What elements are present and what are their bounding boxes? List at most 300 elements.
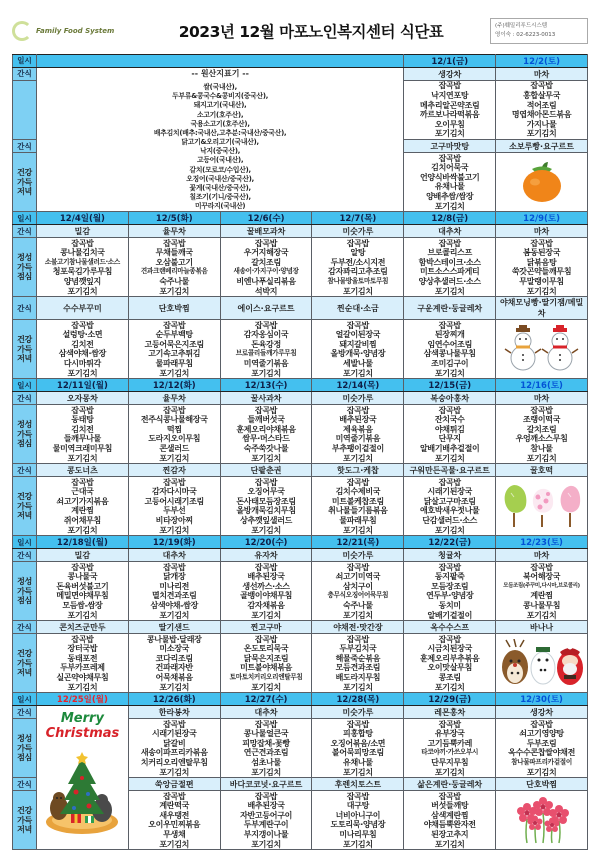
origin-notice-line: 갈치(모로코/수입산), [189,165,251,174]
origin-notice-line: 배추김치(배추:국내산,고추분:국내산/중국산), [153,128,287,137]
snack-pm-cell: 후렌치토스트 [312,778,404,791]
menu-item: 김치어묵국 [431,163,469,173]
row-label-snack: 간식 [13,297,37,320]
menu-item: 계란떡국 [159,801,190,811]
persimmon-icon [496,153,588,212]
menu-item: 계란찜 [530,591,553,601]
menu-item: 포기김치 [343,610,373,620]
menu-item: 포기김치 [251,767,281,777]
menu-item: 너비아니구이 [335,810,381,820]
snack-pm-cell: 구워만든곡물·요구르트 [404,464,496,477]
meal-plan-table [12,54,588,850]
menu-item: 홍합살무국 [523,90,561,100]
menu-item: 제육볶음 [343,424,373,434]
menu-item: 물파래무침 [339,516,377,525]
row-label-lunch [13,238,37,297]
origin-notice-line: 오징어(국내산/중국산), [186,174,255,183]
menu-item: 미역줄기볶음 [335,434,381,444]
row-label-date: 일시 [13,212,37,225]
menu-item: 가득 [17,586,32,596]
snack-pm-cell: 바다코코넛·요구르트 [220,778,312,791]
menu-item: 잡곡밥 [163,238,186,248]
company-contact-box [490,18,588,45]
menu-item: 된장찌개 [434,330,465,340]
menu-item: 포기김치 [343,286,373,296]
snack-pm-cell: 야채전·맛간장 [312,621,404,634]
row-label-snack: 간식 [13,621,37,634]
menu-item: 잡곡밥 [530,81,553,91]
menu-item: 순두부백탕 [155,330,193,340]
menu-item: 포기김치 [526,286,557,296]
snack-am-cell: 마차 [496,549,588,562]
menu-item: 잔치국수 [434,415,465,425]
menu-item: 참나물 [530,444,553,453]
menu-item: 옥수수콘찹쌀야채전 [508,748,575,758]
dinner-menu-cell [404,791,496,850]
menu-item: 포기김치 [526,610,557,620]
menu-item: 점심 [17,596,32,606]
menu-item: 생선까스·소스 [242,581,290,591]
menu-item: 저녁 [17,187,32,197]
menu-item: 참나물파프리카겉절이 [511,758,572,766]
menu-item: 점심 [17,439,32,449]
menu-item: 조미김구이 [431,359,469,368]
menu-item: 쑥갓곤약들깨무침 [511,267,572,277]
snack-am-cell: 미숫가루 [312,549,404,562]
row-label-lunch [13,719,37,778]
snack-pm-cell: 단팥춘권 [220,464,312,477]
dinner-menu-cell [312,477,404,536]
date-cell: 12/6(수) [220,212,312,225]
date-cell: 12/20(수) [220,536,312,549]
menu-item: 알탕 [350,248,366,258]
menu-item: 저녁 [17,511,32,521]
menu-item: 정성 [17,734,32,744]
menu-item: 들깨무나물 [63,434,101,444]
date-cell: 12/15(금) [404,379,496,392]
menu-item: 어묵채볶음 [155,673,193,682]
date-cell: 12/1(금) [404,55,496,68]
origin-notice-line: 고등어(국내산), [196,156,244,165]
menu-item: 잡곡밥 [163,719,186,729]
menu-item: 상추깻잎샐러드 [240,516,293,525]
menu-item: 애호박새우젓나물 [420,506,480,516]
snack-am-cell: 대추차 [404,225,496,238]
menu-item: 잡곡밥 [438,477,461,487]
menu-item: 쇠고기가지볶음 [56,496,109,506]
menu-item: 포기김치 [343,839,373,849]
menu-item: 떡찜 [166,424,182,434]
dinner-menu-cell [128,634,220,693]
menu-item: 쇠고기영양탕 [519,729,564,739]
menu-item: 유채나물 [434,182,465,192]
lunch-menu-cell [312,719,404,778]
menu-item: 김치전 [71,424,94,434]
lunch-menu-cell [496,719,588,778]
menu-item: 잡곡밥 [438,153,461,163]
lunch-menu-cell [37,238,129,297]
menu-item: 두부조림 [526,738,557,748]
menu-item: 콩나물김치국 [60,248,105,258]
menu-item: 야채듬뿍완자전 [423,820,476,830]
origin-notice-line: 국용소고기(호주산), [190,119,250,128]
menu-item: 대구탕 [346,801,370,811]
menu-item: 건강 [17,492,32,502]
company-logo [12,21,132,41]
menu-item: 알배기배추겉절이 [420,444,480,453]
menu-item: 무생채 [163,830,186,839]
menu-item: 감자다시마국 [151,487,197,497]
menu-item: 잡곡밥 [530,238,553,248]
snack-pm-cell: 쑥앙금절편 [128,778,220,791]
menu-item: 감자채볶음 [247,601,285,610]
row-label-snack: 간식 [13,549,37,562]
menu-item: 미역줄기볶음 [243,359,289,368]
menu-item: 잡곡밥 [163,791,186,801]
menu-item: 다시마튀각 [63,359,101,368]
menu-item: 닭묵은지조림 [243,653,289,663]
menu-item: 감자옹심이국 [243,330,289,340]
menu-item: 가지나물 [526,119,557,129]
menu-item: 도라지오이무침 [148,434,201,444]
christmas-tree-icon [37,750,128,836]
snack-am-cell: 오자몽차 [37,392,129,405]
snack-pm-cell: 찐순대·소금 [312,297,404,320]
menu-item: 포기김치 [526,129,557,139]
snack-pm-cell: 단호박찜 [496,778,588,791]
snack-am-cell: 대추차 [220,706,312,719]
menu-item: 계란찜 [71,506,94,516]
snack-am-cell: 꿀배모과차 [220,225,312,238]
menu-item: 잡곡밥 [254,405,278,415]
menu-item: 정성 [17,253,32,263]
menu-item: 야채튀김 [434,424,465,434]
menu-item: 오이맛살무침 [427,663,473,673]
menu-item: 포기김치 [67,453,98,463]
menu-item: 비엔나푸실리볶음 [236,277,296,286]
menu-item: 돈육강정 [251,339,281,349]
snack-am-cell: 마차 [496,392,588,405]
snack-am-cell: 마차 [496,225,588,238]
date-cell: 12/18일(월) [37,536,129,549]
snack-pm-cell: 딸기샌드 [128,621,220,634]
menu-item: 잡곡밥 [346,238,370,248]
date-cell: 12/26(화) [128,693,220,706]
snack-am-cell: 생강차 [496,706,588,719]
origin-notice-line: 소고기(호주산), [196,110,244,119]
lunch-menu-cell [404,238,496,297]
menu-item: 단무지 [438,434,461,444]
menu-item: 잡곡밥 [254,320,278,330]
menu-item: 포기김치 [526,767,557,777]
lunch-menu-cell [128,405,220,464]
menu-item: 낙지연포탕 [431,90,469,100]
menu-item: 우엉깨소스무침 [515,434,568,444]
dinner-menu-cell [220,791,312,850]
snack-am-cell: 복숭아홍차 [404,392,496,405]
dinner-menu-cell [37,634,129,693]
menu-item: 된장고추지 [431,830,469,839]
snack-am-cell: 청귤차 [404,549,496,562]
dinner-menu-cell [37,320,129,379]
menu-item: 토마토치커리오리엔탈무침 [229,673,303,681]
date-cell: 12/19(화) [128,536,220,549]
date-cell: 12/11일(월) [37,379,129,392]
snack-am-cell: 꿀사과차 [220,392,312,405]
menu-item: 김치수제비국 [335,487,381,497]
dinner-menu-cell [312,320,404,379]
date-cell: 12/9(토) [496,212,588,225]
date-cell [37,55,404,68]
dinner-menu-cell [220,320,312,379]
menu-item: 멸치견과조림 [151,591,197,601]
lunch-menu-cell [312,405,404,464]
menu-item: 모듬장조림 [431,581,469,591]
menu-item: 포기김치 [434,129,465,139]
christmas-greeting: Christmas [45,725,120,741]
menu-item: 가득 [17,262,32,272]
menu-item: 포기김치 [251,682,281,692]
menu-item: 근대국 [71,487,94,497]
snack-am-cell: 밀감 [37,225,129,238]
lunch-menu-cell [496,405,588,464]
menu-item: 석박지 [254,286,278,296]
origin-notice-line: 칠조기(기니/중국산), [189,193,251,202]
snack-pm-cell: 콘치즈군만두 [37,621,129,634]
snack-am-cell: 생강차 [404,68,496,81]
menu-item: 콩조림 [438,673,461,682]
menu-item: 두부계란구이 [243,820,289,830]
dinner-menu-cell [404,320,496,379]
date-cell: 12/12(화) [128,379,220,392]
date-cell: 12/8(금) [404,212,496,225]
lunch-menu-cell [312,238,404,297]
lunch-menu-cell [128,719,220,778]
menu-item: 잡곡밥 [254,791,278,801]
menu-item: 모듬견과조림 [335,663,381,673]
menu-item: 연두부·양념장 [426,591,474,601]
date-cell: 12/22(금) [404,536,496,549]
menu-item: 잡곡밥 [254,238,278,248]
menu-item: 포기김치 [526,453,557,463]
menu-item: 장터국밥 [67,644,98,654]
snack-pm-cell: 찐고구마 [220,621,312,634]
menu-item: 임연수어조림 [427,339,473,349]
snack-pm-cell: 야채모닝빵·딸기잼/메밀차 [496,297,588,320]
menu-item: 가득 [17,815,32,825]
origin-notice-line: 돼지고기(국내산), [193,101,247,110]
snack-am-cell: 유자차 [220,549,312,562]
menu-item: 포기김치 [159,525,190,535]
row-label-dinner [13,477,37,536]
row-label-date: 일시 [13,379,37,392]
menu-item: 포기김치 [434,286,465,296]
menu-item: 포기김치 [159,839,190,849]
menu-item: 잡곡밥 [71,562,94,572]
menu-item: 포기김치 [434,368,465,378]
menu-item: 포기김치 [343,525,373,535]
menu-item: 우거지해장국 [243,248,289,258]
row-label-snack: 간식 [13,464,37,477]
origin-notice-line: 낙지(중국산), [200,147,241,156]
snack-pm-cell: 옥수수스프 [404,621,496,634]
dinner-menu-cell [404,634,496,693]
row-label-date: 일시 [13,693,37,706]
origin-notice-cell [37,68,404,212]
menu-item: 오이무침 [434,119,465,129]
menu-item: 갈치조림 [251,257,281,267]
menu-item: 잡곡밥 [346,477,370,487]
dinner-menu-cell [128,477,220,536]
menu-item: 고등어시래기조림 [144,496,204,506]
menu-item: 숙주나물 [343,601,373,610]
menu-item: 북어해장국 [523,572,561,582]
menu-item: 자반고등어구이 [240,810,293,820]
menu-item: 미나리전 [159,581,190,591]
menu-item: 까르보나라떡볶음 [420,110,480,120]
dinner-menu-cell [404,477,496,536]
menu-item: 해물죽순볶음 [335,653,381,663]
lunch-menu-cell [220,238,312,297]
menu-item: 포기김치 [434,201,465,211]
menu-item: 쇠고기미역국 [335,572,381,582]
menu-item: 치커리오리엔탈무침 [140,758,208,767]
menu-item: 포기김치 [251,453,281,463]
company-name: (주)훼밀리푸드시스템 [495,22,548,29]
menu-item: 동지팥죽 [434,572,465,582]
menu-item: 훈제오리부추볶음 [420,653,480,663]
menu-item: 닭살고구마조림 [423,496,476,506]
menu-item: 포기김치 [434,767,465,777]
menu-item: 저녁 [17,668,32,678]
company-phone: 영이숙 : 02-6223-0013 [495,32,556,38]
row-label-date: 일시 [13,536,37,549]
dinner-menu-cell [220,634,312,693]
menu-item: 갈치조림 [526,424,557,434]
menu-item: 가득 [17,658,32,668]
menu-item: 잡곡밥 [438,634,461,644]
menu-item: 배추된장국 [339,415,377,425]
menu-item: 콩나물얼큰국 [243,729,289,739]
menu-item: 잡곡밥 [71,320,94,330]
menu-item: 브로콜리스프 [427,248,473,258]
menu-item: 시금치된장국 [427,644,473,654]
menu-item: 시래기된장국 [151,729,197,739]
row-label-lunch [13,81,37,140]
menu-item: 잡곡밥 [254,562,278,572]
menu-item: 콘샐러드 [159,444,190,453]
menu-item: 동태포전 [67,653,98,663]
menu-item: 잡곡밥 [346,791,370,801]
menu-item: 잡곡밥 [438,405,461,415]
lunch-menu-cell [220,562,312,621]
menu-item: 포기김치 [434,839,465,849]
menu-item: 잡곡밥 [346,562,370,572]
date-cell: 12/13(수) [220,379,312,392]
menu-item: 두부카프레제 [60,663,105,673]
menu-item: 포기김치 [67,368,98,378]
menu-item: 정성 [17,420,32,430]
menu-item: 배도라지무침 [335,673,381,682]
menu-item: 버섯들깨탕 [431,801,469,811]
menu-item: 유부장국 [434,729,465,739]
menu-item: 돈사태모듬장조림 [236,496,296,506]
menu-item: 잡곡밥 [163,562,186,572]
menu-item: 브로콜리들깨가루무침 [235,349,297,358]
snack-am-cell: 한라봉차 [128,706,220,719]
menu-item: 닭볶음탕 [526,257,557,267]
menu-item: 비타장아찌 [155,516,193,525]
menu-item: 잡곡밥 [163,477,186,487]
menu-item: 부추팽이겉절이 [331,444,384,453]
snack-am-cell: 율무차 [128,225,220,238]
snack-pm-cell: 찐감자 [128,464,220,477]
menu-item: 미트볼야채볶음 [240,663,293,673]
logo-text: Family Food System [36,27,115,35]
menu-item: 감자꽈리고추조림 [328,267,388,277]
menu-item: 새송이파프리카볶음 [140,748,208,758]
menu-item: 숙주나물 [159,277,190,286]
menu-item: 잡곡밥 [163,320,186,330]
menu-item: 언양식바싹불고기 [420,172,480,182]
page-title: 2023년 12월 마포노인복지센터 식단표 [178,23,444,41]
menu-item: 온도토리묵국 [243,644,289,654]
menu-item: 청포묵김가루무침 [52,267,113,277]
menu-item: 연근견과조림 [243,748,289,758]
menu-item: 미소장국 [159,644,190,654]
menu-item: 포기김치 [159,368,190,378]
menu-item: 물파래무침 [155,359,193,368]
menu-item: 포기김치 [343,682,373,692]
menu-item: 오징어볶음/소면 [330,738,386,748]
menu-item: 무말랭이무침 [519,277,564,286]
menu-item: 잡곡밥 [438,238,461,248]
dinner-menu-cell [220,477,312,536]
menu-item: 명엽채아몬드볶음 [511,110,572,120]
menu-item: 잡곡밥 [71,238,94,248]
date-cell: 12/7(목) [312,212,404,225]
menu-item: 삼색야채·쌈장 [58,349,107,359]
snowmen-icon [496,320,588,379]
row-label-snack: 간식 [13,225,37,238]
menu-item: 포기김치 [251,525,281,535]
menu-item: 잡곡밥 [530,719,553,729]
menu-item: 잡곡밥 [438,320,461,330]
menu-item: 전주식콩나물해장국 [140,415,208,425]
date-cell: 12/21(목) [312,536,404,549]
lunch-menu-cell [496,238,588,297]
snack-am-cell: 대추차 [128,549,220,562]
menu-item: 미트소스스파게티 [420,267,480,277]
snack-pm-cell: 수수부꾸미 [37,297,129,320]
menu-item: 오삼불고기 [155,257,193,267]
menu-item: 저녁 [17,354,32,364]
menu-item: 오이우민찌볶음 [148,820,201,830]
menu-item: 도토리묵·양념장 [330,820,386,830]
menu-item: 시래기된장국 [427,487,473,497]
lunch-menu-cell [128,562,220,621]
menu-item: 포기김치 [67,525,98,535]
menu-item: 동치미 [438,601,461,610]
menu-item: 돼지갈비찜 [339,339,377,349]
date-cell: 12/25일(월) [37,693,129,706]
menu-item: 쌈무·머스타드 [242,434,290,444]
row-label-dinner [13,153,37,212]
flowers-icon [496,791,588,850]
menu-item: 포기김치 [434,453,465,463]
date-cell: 12/16(토) [496,379,588,392]
menu-item: 잡곡밥 [438,791,461,801]
